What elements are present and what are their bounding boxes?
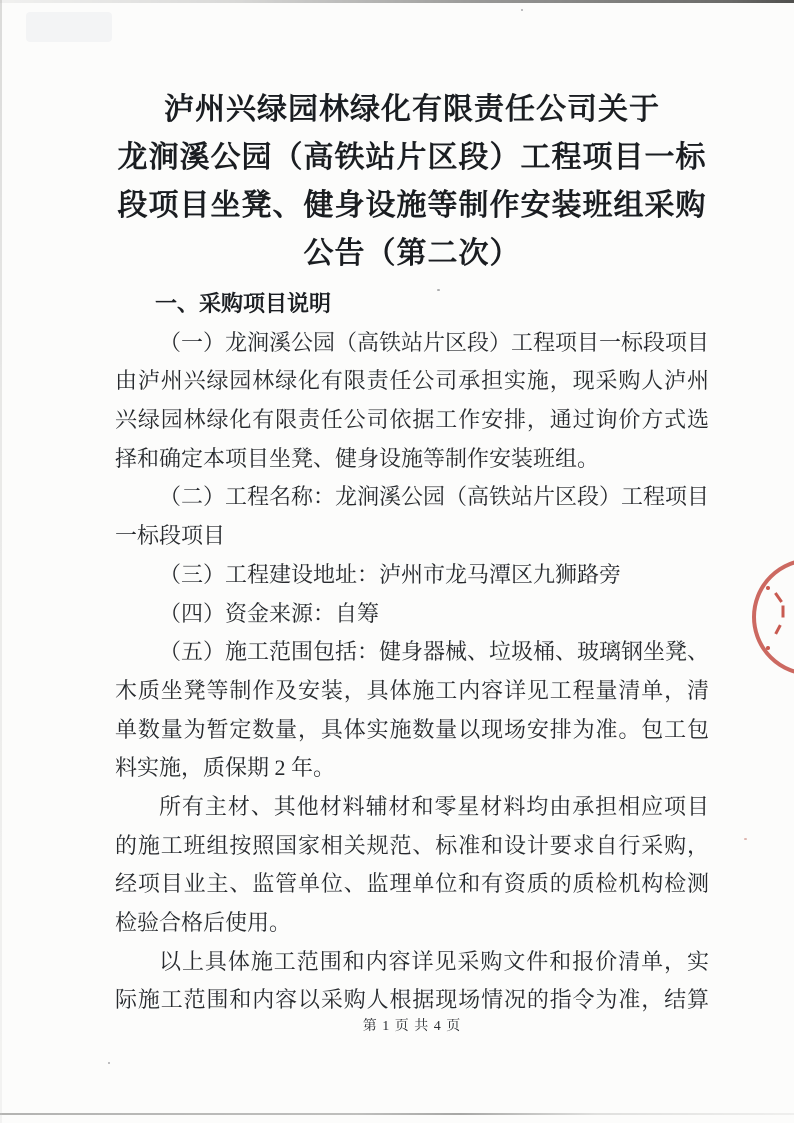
seal-glyph-fragment — [774, 624, 781, 634]
body-text-line: （一）龙涧溪公园（高铁站片区段）工程项目一标段项目 — [159, 329, 709, 355]
title-line: 泸州兴绿园林绿化有限责任公司关于 — [164, 93, 660, 126]
body-text-line: （五）施工范围包括：健身器械、垃圾桶、玻璃钢坐凳、 — [159, 639, 709, 665]
title-line: 段项目坐凳、健身设施等制作安装班组采购 — [117, 189, 707, 222]
body-text-line: 所有主材、其他材料辅材和零星材料均由承担相应项目 — [159, 793, 709, 819]
body-text-line: 以上具体施工范围和内容详见采购文件和报价清单，实 — [159, 948, 709, 974]
document-title — [115, 86, 709, 278]
scan-smudge — [26, 12, 112, 42]
seal-glyph-fragment — [766, 646, 770, 650]
section-heading: 一、采购项目说明 — [155, 291, 332, 316]
body-text-line: 由泸州兴绿园林绿化有限责任公司承担实施，现采购人泸州 — [115, 368, 709, 394]
title-line: 龙涧溪公园（高铁站片区段）工程项目一标 — [117, 141, 707, 174]
body-text-line: 检验合格后使用。 — [115, 910, 292, 935]
body-text-line: 料实施，质保期 2 年。 — [115, 755, 336, 781]
scan-noise-dot — [744, 838, 747, 840]
text-column — [115, 0, 709, 1123]
body-text-line: 一标段项目 — [115, 523, 226, 549]
document-body — [115, 285, 709, 1020]
body-text-line: （四）资金来源：自筹 — [159, 600, 380, 626]
body-text-line: 兴绿园林绿化有限责任公司依据工作安排，通过询价方式选 — [115, 407, 709, 433]
body-text-line: 单数量为暂定数量，具体实施数量以现场安排为准。包工包 — [115, 716, 709, 742]
body-text-line: 择和确定本项目坐凳、健身设施等制作安装班组。 — [115, 445, 600, 471]
body-text-line: 经项目业主、监管单位、监理单位和有资质的质检机构检测 — [115, 871, 709, 897]
title-line: 公告（第二次） — [303, 237, 521, 270]
scan-noise-dot — [108, 1062, 110, 1064]
page-number-footer: 第 1 页 共 4 页 — [362, 1019, 462, 1034]
seal-glyph-fragment — [766, 586, 770, 590]
body-text-line: （二）工程名称：龙涧溪公园（高铁站片区段）工程项目 — [159, 484, 709, 510]
body-text-line: （三）工程建设地址：泸州市龙马潭区九狮路旁 — [159, 561, 622, 587]
red-round-seal-partial — [752, 558, 794, 676]
body-text-line: 际施工范围和内容以采购人根据现场情况的指令为准，结算 — [115, 987, 709, 1013]
body-text-line: 木质坐凳等制作及安装，具体施工内容详见工程量清单，清 — [115, 677, 709, 703]
scan-artifact-left-edge — [0, 0, 2, 1123]
seal-glyph-fragment — [774, 592, 783, 603]
body-text-line: 的施工班组按照国家相关规范、标准和设计要求自行采购， — [115, 832, 709, 858]
seal-glyph-fragment — [782, 606, 785, 618]
